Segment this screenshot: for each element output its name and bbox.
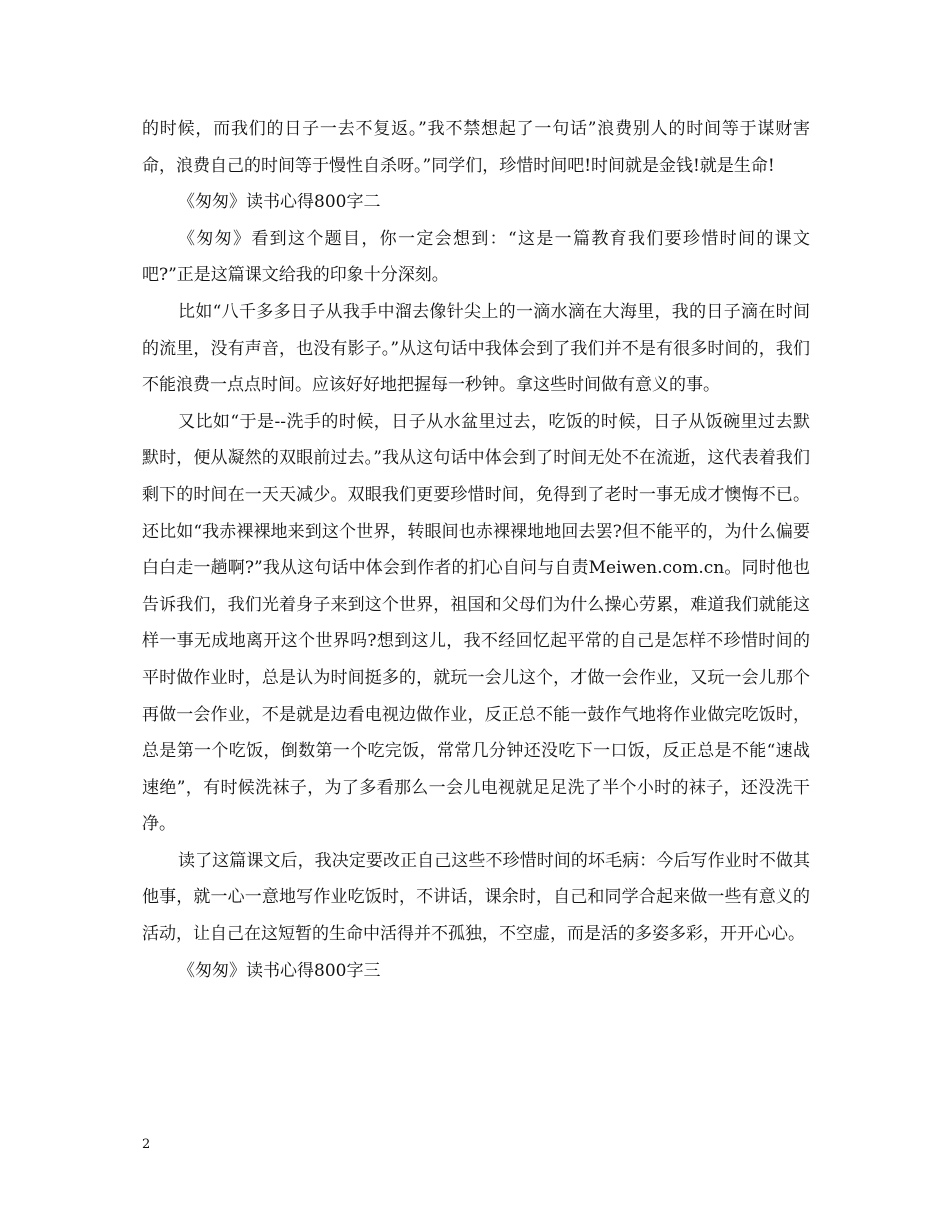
document-body [142, 111, 810, 989]
section-heading-2: 《匆匆》读书心得800字二 [178, 192, 381, 213]
paragraph: 比如“八千多多日子从我手中溜去像针尖上的一滴水滴在大海里，我的日子滴在时间的流里，没有声音，也没有影子。”从这句话中我体会到了我们并不是有很多时间的，我们不能浪费一点点时间。应该好好地把握每一秒钟。拿这些时间做有意义的事。 [142, 301, 810, 396]
paragraph: 又比如“于是--洗手的时候，日子从水盆里过去，吃饭的时候，日子从饭碗里过去默默时，便从凝然的双眼前过去。”我从这句话中体会到了时间无处不在流逝，这代表着我们剩下的时间在一天天减少。双眼我们更要珍惜时间，免得到了老时一事无成才懊悔不已。还比如“我赤裸裸地来到这个世界，转眼间也赤裸裸地地回去罢?但不能平的，为什么偏要白白走一趟啊?”我从这句话中体会到作者的扪心自问与自责Meiwen.com.cn。同时他也告诉我们，我们光着身子来到这个世界，祖国和父母们为什么操心劳累，难道我们就能这样一事无成地离开这个世界吗?想到这儿，我不经回忆起平常的自己是怎样不珍惜时间的平时做作业时，总是认为时间挺多的，就玩一会儿这个，才做一会作业，又玩一会儿那个再做一会作业，不是就是边看电视边做作业，反正总不能一鼓作气地将作业做完吃饭时，总是第一个吃饭，倒数第一个吃完饭，常常几分钟还没吃下一口饭，反正总是不能“速战速绝”，有时候洗袜子，为了多看那么一会儿电视就足足洗了半个小时的袜子，还没洗干净。 [142, 411, 810, 835]
paragraph: 读了这篇课文后，我决定要改正自己这些不珍惜时间的坏毛病：今后写作业时不做其他事，就一心一意地写作业吃饭时，不讲话，课余时，自己和同学合起来做一些有意义的活动，让自己在这短暂的生命中活得并不孤独，不空虚，而是活的多姿多彩，开开心心。 [142, 850, 810, 945]
paragraph-continued: 的时候，而我们的日子一去不复返。”我不禁想起了一句话”浪费别人的时间等于谋财害命，浪费自己的时间等于慢性自杀呀。”同学们，珍惜时间吧!时间就是金钱!就是生命! [142, 119, 810, 176]
page-number: 2 [142, 1137, 151, 1152]
paragraph: 《匆匆》看到这个题目，你一定会想到：“这是一篇教育我们要珍惜时间的课文吧?”正是这篇课文给我的印象十分深刻。 [142, 228, 810, 286]
section-heading-3: 《匆匆》读书心得800字三 [178, 960, 381, 981]
